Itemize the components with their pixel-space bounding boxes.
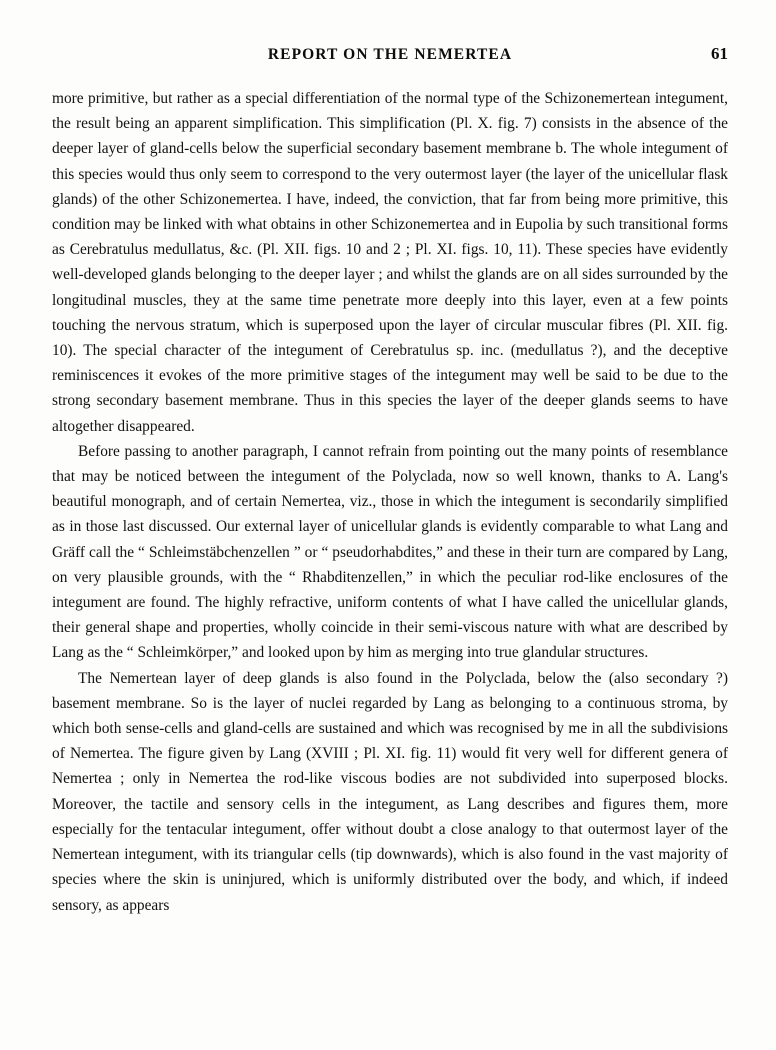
paragraph-2: Before passing to another paragraph, I cannot refrain from pointing out the many points of resemblance that may be noticed between the integument of the Polyclada, now so well known, thanks to A. Lang's beautiful monograph, and of certain Nemertea, viz., those in which the integument is secondarily simplified as in those last discussed. Our external layer of unicellular glands is evidently comparable to what Lang and Gräff call the “ Schleimstäbchenzellen ” or “ pseudorhabdites,” and these in their turn are compared by Lang, on very plausible grounds, with the “ Rhabditenzellen,” in which the peculiar rod-like enclosures of the integument are found. The highly refractive, uniform contents of what I have called the unicellular glands, their general shape and properties, wholly coincide in their semi-viscous nature with what are described by Lang as the “ Schleimkörper,” and looked upon by him as merging into true glandular structures. [52,442,728,662]
page-number: 61 [711,44,728,63]
paragraph-3: The Nemertean layer of deep glands is also found in the Polyclada, below the (also secondary ?) basement membrane. So is the layer of nuclei regarded by Lang as belonging to a continuous stroma, by which both sense-cells and gland-cells are sustained and which was recognised by me in all the subdivisions of Nemertea. The figure given by Lang (XVIII ; Pl. XI. fig. 11) would fit very well for different genera of Nemertea ; only in Nemertea the rod-like viscous bodies are not subdivided into superposed blocks. Moreover, the tactile and sensory cells in the integument, as Lang describes and figures them, more especially for the tentacular integument, offer without doubt a close analogy to that outermost layer of the Nemertean integument, with its triangular cells (tip downwards), which is also found in the vast majority of species where the skin is uninjured, which is uniformly distributed over the body, and which, if indeed sensory, as appears [52,669,728,914]
page-header [52,46,728,68]
body-text [52,86,728,918]
running-title: REPORT ON THE NEMERTEA [267,46,513,63]
paragraph-1: more primitive, but rather as a special differentiation of the normal type of the Schizonemertean integument, the result being an apparent simplification. This simplification (Pl. X. fig. 7) consists in the absence of the deeper layer of gland-cells below the superficial secondary basement membrane b. The whole integument of this species would thus only seem to correspond to the very outermost layer (the layer of the unicellular flask glands) of the other Schizonemertea. I have, indeed, the conviction, that far from being more primitive, this condition may be linked with what obtains in other Schizonemertea and in Eupolia by such transitional forms as Cerebratulus medullatus, &c. (Pl. XII. figs. 10 and 2 ; Pl. XI. figs. 10, 11). These species have evidently well-developed glands belonging to the deeper layer ; and whilst the glands are on all sides surrounded by the longitudinal muscles, they at the same time penetrate more deeply into this layer, even at a few points touching the nervous stratum, which is superposed upon the layer of circular muscular fibres (Pl. XII. fig. 10). The special character of the integument of Cerebratulus sp. inc. (medullatus ?), and the deceptive reminiscences it evokes of the more primitive stages of the integument may well be said to be due to the strong secondary basement membrane. Thus in this species the layer of the deeper glands seems to have altogether disappeared. [52,90,728,435]
